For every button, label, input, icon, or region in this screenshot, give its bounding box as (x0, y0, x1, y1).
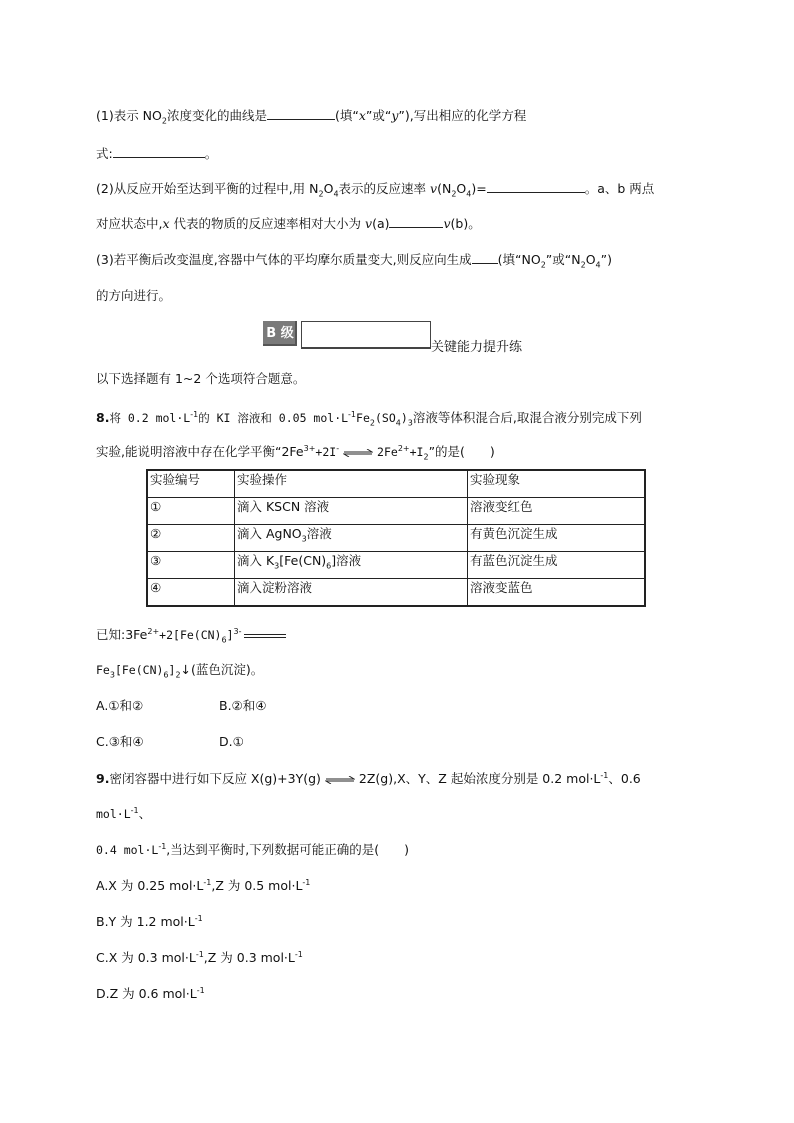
table-cell: 滴入 $K_3[Fe(CN)_6]$溶液 (235, 552, 468, 579)
table-cell: 有蓝色沉淀生成 (468, 552, 646, 579)
answer-blank[interactable] (472, 251, 498, 264)
table-header: 实验操作 (235, 470, 468, 498)
experiment-table (146, 469, 646, 607)
table-cell: ② (147, 525, 235, 552)
q9-line3: 0.4 $mol\cdot L^{-1}$,当达到平衡时,下列数据可能正确的是( ) (96, 841, 409, 857)
q8-option-b[interactable]: B.②和④ (219, 698, 267, 713)
table-header: 实验编号 (147, 470, 235, 498)
q9-option-a[interactable]: A.X 为 0.25 $mol\cdot L^{-1},Z$ 为 0.5 $mol\cdot L^{-1}$ (96, 877, 311, 893)
reversible-arrow-icon (343, 449, 373, 457)
q8-option-c[interactable]: C.③和④ (96, 734, 144, 749)
answer-blank[interactable] (487, 180, 585, 193)
q9-line1: 9.密闭容器中进行如下反应 X(g)+3Y(g) 2Z(g),X、Y、Z 起始浓度分别是 0.2 $mol\cdot L^{-1}$、0.6 (96, 770, 641, 786)
table-row (147, 552, 645, 579)
table-cell: 溶液变蓝色 (468, 579, 646, 607)
q8-line1: 8.将 0.2 $mol\cdot L^{-1}$的 KI 溶液和 0.05 $mol\cdot L^{-1}Fe_2(SO_4)_3$溶液等体积混合后,取混合液分别完成下列 (96, 409, 642, 428)
q9-option-d[interactable]: D.Z 为 0.6 $mol\cdot L^{-1}$ (96, 985, 205, 1001)
answer-blank[interactable] (389, 215, 443, 228)
level-badge: B 级 (263, 321, 297, 346)
section-title-box (301, 321, 431, 349)
q-part2-line1: (2)从反应开始至达到平衡的过程中,用 $N_2O_4$表示的反应速率 $v(N_2O_4)=$ 。a、b 两点 (96, 181, 655, 199)
table-cell: ④ (147, 579, 235, 607)
q-part1-line1: (1)表示 $NO_2$浓度变化的曲线是 (填“x”或“y”),写出相应的化学方程 (96, 108, 527, 126)
equals-sign-icon (244, 634, 286, 638)
q-part2-line2: 对应状态中,x 代表的物质的反应速率相对大小为 v(a) v(b)。 (96, 216, 481, 231)
q9-line2: $mol\cdot L^{-1}$、 (96, 805, 152, 821)
sub: 2 (161, 116, 167, 126)
table-cell: 滴入 AgNO$_3$溶液 (235, 525, 468, 552)
section-label: 关键能力提升练 (431, 340, 523, 355)
q9-option-c[interactable]: C.X 为 0.3 $mol\cdot L^{-1},Z$ 为 0.3 $mol\cdot L^{-1}$ (96, 949, 303, 965)
q9-option-b[interactable]: B.Y 为 1.2 $mol\cdot L^{-1}$ (96, 913, 203, 929)
q8-known-line1: 已知$:3Fe^{2+}+2[Fe(CN)_6]^{3-}$ (96, 627, 286, 643)
q8-option-a[interactable]: A.①和② (96, 698, 144, 713)
answer-blank[interactable] (267, 107, 335, 120)
reversible-arrow-icon (325, 776, 355, 784)
q-part3-line2: 的方向进行。 (96, 288, 172, 303)
table-row (147, 498, 645, 525)
table-row (147, 579, 645, 607)
answer-blank[interactable] (113, 145, 205, 158)
table-row (147, 525, 645, 552)
table-header: 实验现象 (468, 470, 646, 498)
table-cell: ① (147, 498, 235, 525)
table-cell: 滴入 KSCN 溶液 (235, 498, 468, 525)
table-cell: 溶液变红色 (468, 498, 646, 525)
instructions: 以下选择题有 1~2 个选项符合题意。 (96, 371, 306, 386)
q-part1-line2: 式: 。 (96, 146, 218, 161)
q8-option-d[interactable]: D.① (219, 734, 244, 749)
table-header-row (147, 470, 645, 498)
table-cell: 有黄色沉淀生成 (468, 525, 646, 552)
table-cell: ③ (147, 552, 235, 579)
q8-line2: 实验,能说明溶液中存在化学平衡“$2Fe^{3+}+2I^-$ $2Fe^{2+}+I_2$”的是( ) (96, 443, 495, 462)
q-part3-line1: (3)若平衡后改变温度,容器中气体的平均摩尔质量变大,则反应向生成 (填“$NO_2$”或“$N_2O_4$”) (96, 252, 612, 270)
table-cell: 滴入淀粉溶液 (235, 579, 468, 607)
q8-known-line2: $Fe_3[Fe(CN)_6]_2↓$(蓝色沉淀)。 (96, 662, 264, 680)
